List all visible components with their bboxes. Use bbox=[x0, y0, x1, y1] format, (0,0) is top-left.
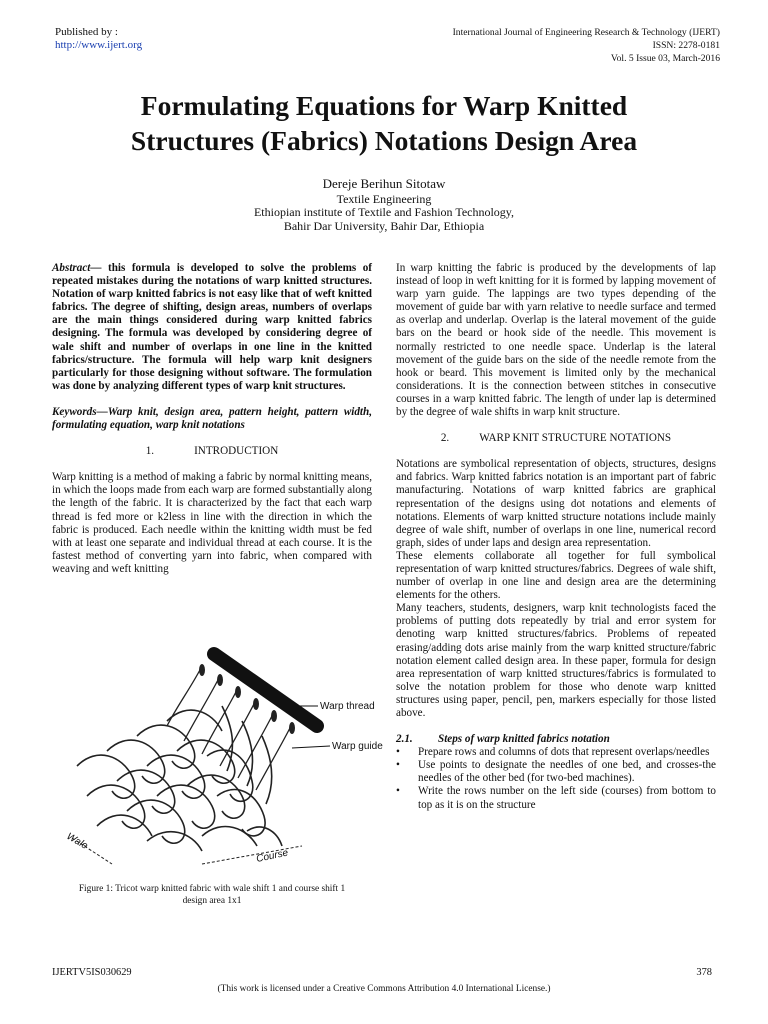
abstract bbox=[52, 262, 372, 393]
paper-id: IJERTV5IS030629 bbox=[52, 967, 132, 978]
bullet-icon: • bbox=[396, 759, 400, 772]
title-line-1: Formulating Equations for Warp Knitted bbox=[140, 90, 628, 121]
figure-caption bbox=[52, 884, 372, 907]
license-notice: (This work is licensed under a Creative Commons Attribution 4.0 International License.) bbox=[217, 984, 551, 994]
subsection-heading-steps bbox=[396, 733, 716, 746]
author-name: Dereje Berihun Sitotaw bbox=[322, 176, 446, 191]
bullet-item bbox=[396, 785, 716, 811]
bullet-item bbox=[396, 746, 716, 759]
left-column bbox=[52, 262, 372, 576]
keywords-text: Warp knit, design area, pattern height, pattern width, formulating equation, warp knit notations bbox=[52, 405, 372, 432]
section-heading-notations bbox=[396, 432, 716, 445]
journal-url-link[interactable]: http://www.ijert.org bbox=[55, 39, 143, 51]
warp-knit-illustration bbox=[52, 646, 383, 882]
label-warp-guide: Warp guide bbox=[332, 741, 383, 752]
publisher-block bbox=[55, 26, 142, 52]
section-title: INTRODUCTION bbox=[194, 445, 279, 458]
subsection-title: Steps of warp knitted fabrics notation bbox=[438, 733, 610, 746]
subsection-number: 2.1. bbox=[396, 733, 413, 746]
notations-paragraph-3: Many teachers, students, designers, warp knit technologists faced the problems of putting dots repeatedly by trial and error system for denoting warp knitted structures/fabrics. Problems of repeated erasing/adding dots arise mainly from the warp knitted structure/fabric notation element called design area. In these paper, formula for design area representation of warp knitted structures/fabrics is formulated to solve the notation problem for those who denote warp knitted structures using paper, pencil, pen, markers especially for those listed above. bbox=[396, 602, 716, 719]
journal-issn: ISSN: 2278-0181 bbox=[652, 40, 720, 51]
published-by-label: Published by : bbox=[55, 26, 118, 38]
journal-volume: Vol. 5 Issue 03, March-2016 bbox=[610, 53, 720, 64]
section-title: WARP KNIT STRUCTURE NOTATIONS bbox=[479, 432, 672, 445]
abstract-label: Abstract— bbox=[52, 262, 102, 274]
author-block bbox=[40, 177, 728, 233]
bullet-text: Use points to designate the needles of one bed, and crosses-the needles of the other bed (for two-bed machines). bbox=[418, 759, 716, 785]
bullet-icon: • bbox=[396, 785, 400, 798]
caption-line-2: design area 1x1 bbox=[182, 895, 242, 906]
author-department: Textile Engineering bbox=[336, 191, 432, 206]
abstract-text: this formula is developed to solve the problems of repeated mistakes during the notations of warp knitted structures. Notation of warp knitted fabrics is not easy like that of weft knitted fabrics. The degree of shifting, design areas, numbers of overlaps are the main things considered during warp knitted fabrics designing. The formula was developed by considering degree of wale shift and number of overlaps in one line in the knitted fabrics/structure. The formula will help warp knit designers particularly for those designing without software. The formulation was done by analyzing different types of warp knit structures. bbox=[52, 262, 372, 392]
section-number: 1. bbox=[145, 445, 155, 458]
page-number: 378 bbox=[696, 967, 712, 978]
bullet-text: Prepare rows and columns of dots that represent overlaps/needles bbox=[418, 746, 710, 759]
author-affiliation-2: Bahir Dar University, Bahir Dar, Ethiopia bbox=[283, 218, 485, 233]
caption-line-1: Figure 1: Tricot warp knitted fabric with wale shift 1 and course shift 1 bbox=[78, 884, 346, 894]
journal-name: International Journal of Engineering Research & Technology (IJERT) bbox=[452, 27, 720, 38]
keywords bbox=[52, 406, 372, 432]
label-warp-thread: Warp thread bbox=[320, 701, 375, 712]
label-wale: Wale bbox=[64, 831, 90, 852]
author-affiliation-1: Ethiopian institute of Textile and Fashion Technology, bbox=[253, 205, 515, 220]
bullet-item bbox=[396, 759, 716, 785]
introduction-paragraph: Warp knitting is a method of making a fabric by normal knitting means, in which the loops made from each warp are formed substantially along the length of the fabric. It is characterized by the fact that each warp thread is fed more or k2less in line with the direction in which the fabric is produced. Each needle within the knitting width must be fed with at least one separate and individual thread at each course. It is the fastest method of converting yarn into fabric, when compared with weaving and weft knitting bbox=[52, 471, 372, 575]
keywords-label: Keywords— bbox=[52, 405, 108, 418]
title-line-2: Structures (Fabrics) Notations Design Area bbox=[130, 125, 638, 156]
journal-info bbox=[453, 26, 720, 65]
notations-paragraph-2: These elements collaborate all together for full symbolical representation of warp knitted structures/fabrics. Degrees of wale shift, number of overlap in one line and design area are the determining elements for the others. bbox=[396, 549, 716, 602]
right-column bbox=[396, 262, 716, 812]
section-heading-introduction bbox=[52, 445, 372, 458]
notations-paragraph-1: Notations are symbolical representation of objects, structures, designs and fabrics. Warp knitted fabrics notation is an important part of fabric manufacturing. Notations of warp knitted fabrics are graphical representation of the designs using dot notations and elements of notations. Elements of warp knitted structure notations include mainly degree of wale shift, number of overlaps in one line, numerical record graph, sides of under laps and design area representation. bbox=[396, 458, 716, 549]
bullet-text: Write the rows number on the left side (courses) from bottom to top as it is on the structure bbox=[418, 785, 716, 811]
paper-title bbox=[40, 88, 728, 158]
label-course: Course bbox=[255, 847, 290, 865]
lapping-paragraph: In warp knitting the fabric is produced by the developments of lap instead of loop in weft knitting for it is formed by lapping movement of warp yarn guide. The lappings are two types depending of the movement of guide bar with yarn relative to needle surface and termed as overlap and underlap. Overlap is the lateral movement of the guide bars on the beard or hook side of the needle. This movement is normally restricted to one needle space. Underlap is the lateral movement of the guide bars on the side of the needle remote from the hook or beard. This movement is limited only by the mechanical considerations. It is the connection between stitches in consecutive courses in a warp knitted fabric. The length of under lap is determined by the degree of wale shifts in warp knit structure. bbox=[396, 262, 716, 419]
figure-warp-knit bbox=[52, 646, 383, 882]
section-number: 2. bbox=[440, 432, 450, 445]
bullet-icon: • bbox=[396, 746, 400, 759]
